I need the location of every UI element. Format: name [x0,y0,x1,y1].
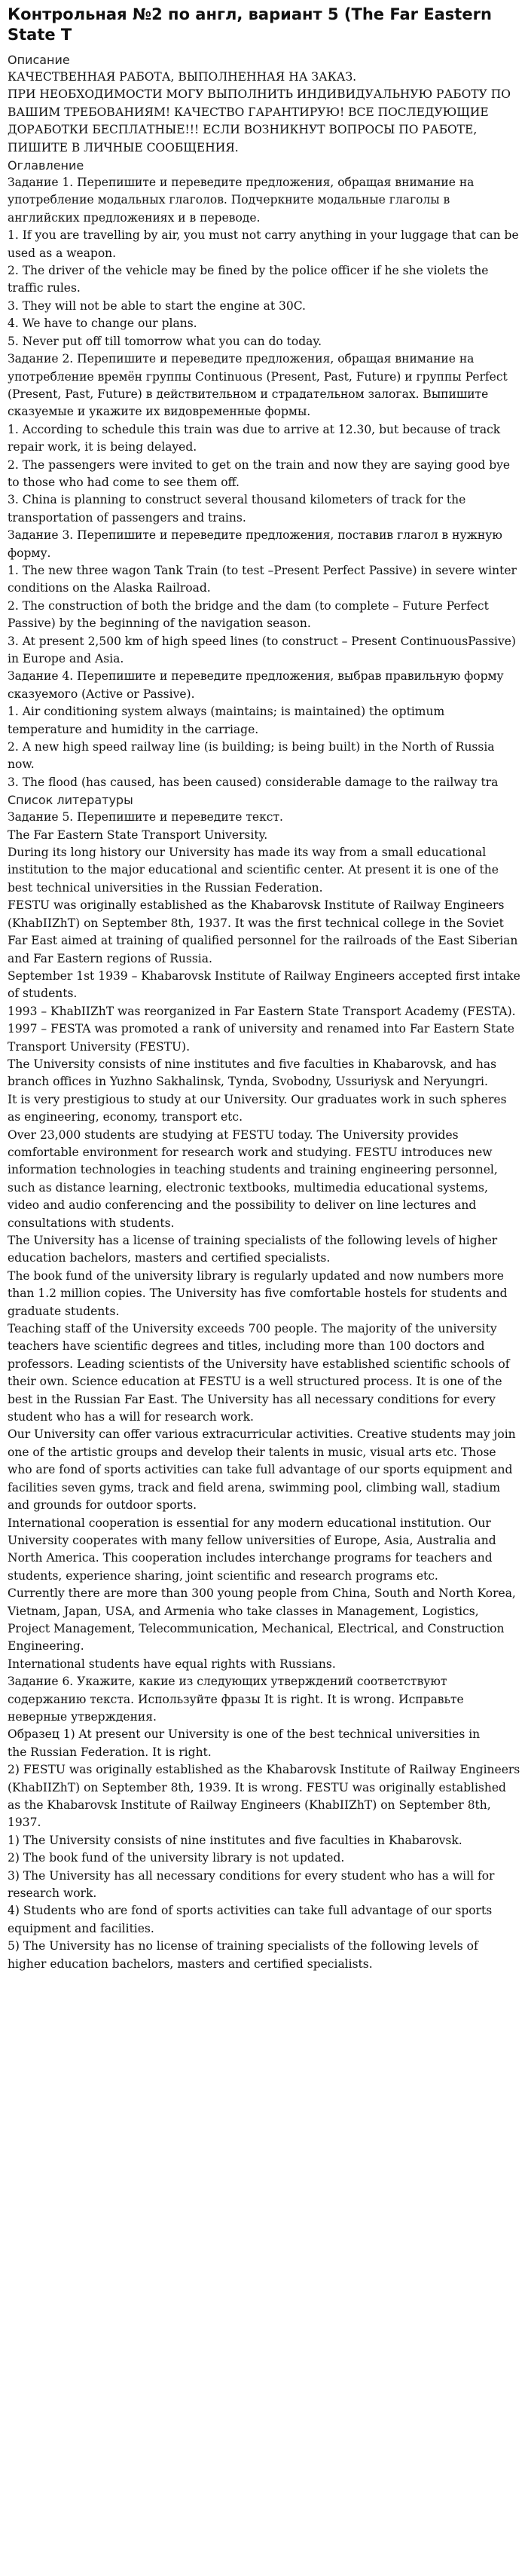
description-block [8,69,520,157]
text-line: Задание 6. Укажите, какие из следующих утверждений соответствуют содержанию текста. Используйте фразы It is right. It is wrong. Исправьте неверные утверждения. [8,1675,464,1724]
text-line: Our University can offer various extracurricular activities. Creative students may join one of the artistic groups and develop their talents in music, visual arts etc. Those who are fond of sports activities can take full advantage of our sports equipment and facilities seven gyms, track and field arena, swimming pool, climbing wall, stadium and grounds for outdoor sports. [8,1427,516,1513]
toc-line: 4. We have to change our plans. [8,317,197,331]
text-line: The University has a license of training specialists of the following levels of higher education bachelors, masters and certified specialists. [8,1234,498,1265]
toc-line: 3. They will not be able to start the engine at 30C. [8,298,306,313]
toc-line: 3. China is planning to construct several thousand kilometers of track for the transportation of passengers and trains. [8,493,466,525]
toc-line: 2. A new high speed railway line (is building; is being built) in the North of Russia now. [8,740,495,772]
toc-line: 1. According to schedule this train was due to arrive at 12.30, but because of track repair work, it is being delayed. [8,422,501,454]
text-line: Currently there are more than 300 young people from China, South and North Korea, Vietnam, Japan, USA, and Armenia who take classes in Management, Logistics, Project Management, Telecommunication, Mechanical, Electrical, and Construction Engineering. [8,1586,516,1654]
description-paragraph: КАЧЕСТВЕННАЯ РАБОТА, ВЫПОЛНЕННАЯ НА ЗАКАЗ. [8,70,357,84]
toc-line: Задание 3. Перепишите и переведите предложения, поставив глагол в нужную форму. [8,528,502,560]
text-line: Образец 1) At present our University is one of the best technical universities in [8,1727,481,1742]
toc-line: 2. The passengers were invited to get on the train and now they are saying good bye to those who had come to see them off. [8,457,511,489]
toc-line: Задание 4. Перепишите и переведите предложения, выбрав правильную форму сказуемого (Active or Passive). [8,669,504,701]
text-line: International students have equal rights with Russians. [8,1657,336,1671]
text-line: International cooperation is essential for any modern educational institution. Our University cooperates with many fellow universities of Europe, Asia, Australia and North America. This cooperation includes interchange programs for teachers and students, experience sharing, joint scientific and research programs etc. [8,1516,496,1583]
toc-line: 3. At present 2,500 km of high speed lines (to construct – Present ContinuousPassive) in Europe and Asia. [8,634,516,665]
text-line: 2) The book fund of the university library is not updated. [8,1851,345,1865]
literature-label: Список литературы [8,793,133,808]
literature-block [8,809,520,1973]
toc-line: 5. Never put off till tomorrow what you can do today. [8,334,322,348]
document-title: Контрольная №2 по англ, вариант 5 (The Far Eastern State T [8,5,492,44]
toc-block [8,174,520,791]
toc-line: Задание 1. Перепишите и переведите предложения, обращая внимание на употребление модальных глаголов. Подчеркните модальные глаголы в английских предложениях и в переводе. [8,176,475,225]
toc-line: 3. The flood (has caused, has been caused) considerable damage to the railway tra [8,775,499,789]
text-line: It is very prestigious to study at our University. Our graduates work in such spheres as engineering, economy, transport etc. [8,1092,507,1124]
text-line: Teaching staff of the University exceeds 700 people. The majority of the university teachers have scientific degrees and titles, including more than 100 doctors and professors. Leading scientists of the University have established scientific schools of their own. Science education at FESTU is a well structured process. It is one of the best in the Russian Far East. The University has all necessary conditions for every student who has a will for research work. [8,1322,510,1424]
text-line: During its long history our University has made its way from a small educational institution to the major educational and scientific center. At present it is one of the best technical universities in the Russian Federation. [8,846,499,895]
toc-line: 2. The construction of both the bridge and the dam (to complete – Future Perfect Passive) by the beginning of the navigation season. [8,598,489,631]
text-line: 1) The University consists of nine institutes and five faculties in Khabarovsk. [8,1833,462,1847]
text-line: 2) FESTU was originally established as the Khabarovsk Institute of Railway Engineers (KhabIIZhT) on September 8th, 1939. It is wrong. FESTU was originally established as the Khabarovsk Institute of Railway Engineers (KhabIIZhT) on September 8th, 1937. [8,1763,520,1830]
text-line: the Russian Federation. It is right. [8,1745,212,1759]
toc-line: 2. The driver of the vehicle may be fined by the police officer if he she violets the traffic rules. [8,264,489,295]
description-paragraph: ПРИ НЕОБХОДИМОСТИ МОГУ ВЫПОЛНИТЬ ИНДИВИДУАЛЬНУЮ РАБОТУ ПО ВАШИМ ТРЕБОВАНИЯМ! КАЧЕСТВО ГАРАНТИРУЮ! ВСЕ ПОСЛЕДУЮЩИЕ ДОРАБОТКИ БЕСПЛАТНЫЕ!!! ЕСЛИ ВОЗНИКНУТ ВОПРОСЫ ПО РАБОТЕ, ПИШИТЕ В ЛИЧНЫЕ СООБЩЕНИЯ. [8,87,511,154]
text-line: 3) The University has all necessary conditions for every student who has a will for research work. [8,1868,495,1901]
toc-line: 1. Air conditioning system always (maintains; is maintained) the optimum temperature and humidity in the carriage. [8,705,445,736]
text-line: 5) The University has no license of training specialists of the following levels of higher education bachelors, masters and certified specialists. [8,1939,478,1971]
text-line: September 1st 1939 – Khabarovsk Institute of Railway Engineers accepted first intake of students. [8,968,520,1001]
text-line: FESTU was originally established as the Khabarovsk Institute of Railway Engineers (KhabIIZhT) on September 8th, 1937. It was the first technical college in the Soviet Far East aimed at training of qualified personnel for the railroads of the East Siberian and Far Eastern regions of Russia. [8,898,518,965]
description-label: Описание [8,53,70,67]
text-line: The University consists of nine institutes and five faculties in Khabarovsk, and has branch offices in Yuzhno Sakhalinsk, Tynda, Svobodny, Ussuriysk and Neryungri. [8,1057,497,1089]
toc-label: Оглавление [8,158,84,173]
text-line: Задание 5. Перепишите и переведите текст. [8,810,283,825]
toc-line: Задание 2. Перепишите и переведите предложения, обращая внимание на употребление времён группы Continuous (Present, Past, Future) и группы Perfect (Present, Past, Future) в действительном и страдательном залогах. Выпишите сказуемые и укажите их видовременные формы. [8,352,508,419]
toc-line: 1. If you are travelling by air, you must not carry anything in your luggage that can be used as a weapon. [8,228,519,260]
text-line: The book fund of the university library is regularly updated and now numbers more than 1.2 million copies. The University has five comfortable hostels for students and graduate students. [8,1268,508,1318]
text-line: Over 23,000 students are studying at FESTU today. The University provides comfortable environment for research work and studying. FESTU introduces new information technologies in teaching students and training engineering personnel, such as distance learning, electronic textbooks, multimedia educational systems, video and audio conferencing and the possibility to deliver on line lectures and consultations with students. [8,1127,498,1230]
toc-line: 1. The new three wagon Tank Train (to test –Present Perfect Passive) in severe winter conditions on the Alaska Railroad. [8,563,517,595]
text-line: 4) Students who are fond of sports activities can take full advantage of our sports equipment and facilities. [8,1904,493,1935]
text-line: 1997 – FESTA was promoted a rank of university and renamed into Far Eastern State Transport University (FESTU). [8,1022,514,1054]
text-line: The Far Eastern State Transport University. [8,828,268,842]
text-line: 1993 – KhabIIZhT was reorganized in Far Eastern State Transport Academy (FESTA). [8,1004,516,1018]
